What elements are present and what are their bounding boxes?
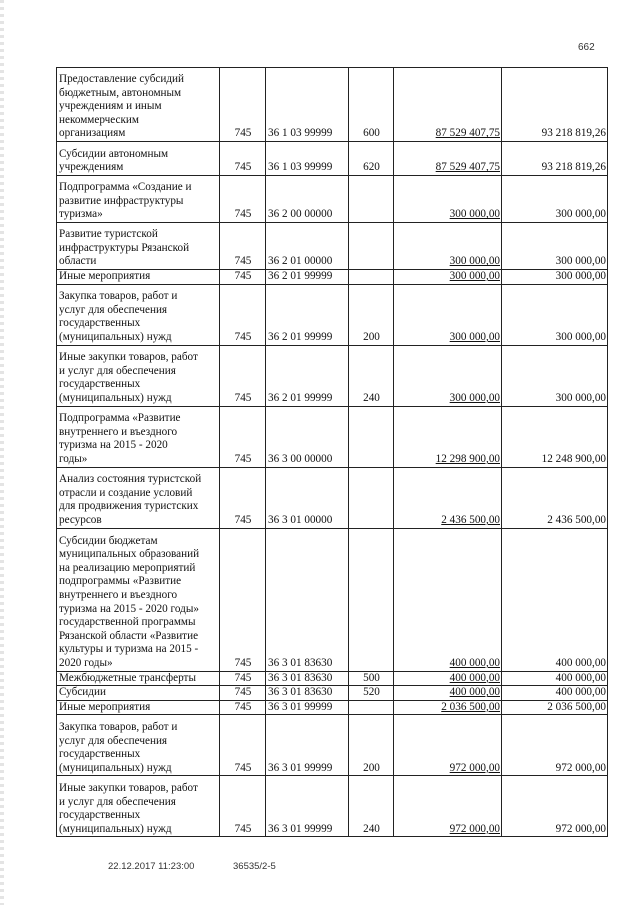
cell-sum-2018: 2 036 500,00	[394, 700, 502, 715]
cell-csr: 36 2 01 99999	[266, 270, 349, 285]
cell-ved: 745	[220, 406, 266, 467]
cell-vr: 520	[349, 686, 394, 701]
cell-ved: 745	[220, 176, 266, 223]
cell-csr: 36 2 01 99999	[266, 284, 349, 345]
cell-vr: 200	[349, 715, 394, 776]
cell-sum-2019: 972 000,00	[502, 715, 608, 776]
cell-name: Развитие туристской инфраструктуры Рязанской области	[57, 223, 220, 270]
cell-csr: 36 3 01 99999	[266, 700, 349, 715]
cell-ved: 745	[220, 223, 266, 270]
cell-vr	[349, 270, 394, 285]
cell-name: Субсидии	[57, 686, 220, 701]
cell-sum-2019: 300 000,00	[502, 284, 608, 345]
cell-name: Иные мероприятия	[57, 270, 220, 285]
cell-ved: 745	[220, 142, 266, 176]
table-row	[57, 715, 608, 776]
cell-sum-2018: 400 000,00	[394, 686, 502, 701]
cell-ved: 745	[220, 284, 266, 345]
cell-name: Иные закупки товаров, работ и услуг для обеспечения государственных (муниципальных) нужд	[57, 345, 220, 406]
cell-csr: 36 3 01 00000	[266, 467, 349, 528]
table-row	[57, 528, 608, 671]
table-row	[57, 270, 608, 285]
cell-sum-2019: 300 000,00	[502, 223, 608, 270]
table-row	[57, 406, 608, 467]
table-row	[57, 776, 608, 837]
cell-name: Субсидии бюджетам муниципальных образований на реализацию мероприятий подпрограммы «Развитие внутреннего и въездного туризма на 2015 - 2020 годы» государственной программы Рязанской области «Развитие культуры и туризма на 2015 - 2020 годы»	[57, 528, 220, 671]
cell-name: Межбюджетные трансферты	[57, 671, 220, 686]
cell-vr	[349, 467, 394, 528]
cell-sum-2018: 300 000,00	[394, 270, 502, 285]
cell-sum-2018: 300 000,00	[394, 284, 502, 345]
cell-name: Закупка товаров, работ и услуг для обеспечения государственных (муниципальных) нужд	[57, 284, 220, 345]
cell-vr: 500	[349, 671, 394, 686]
cell-name: Иные закупки товаров, работ и услуг для обеспечения государственных (муниципальных) нужд	[57, 776, 220, 837]
cell-ved: 745	[220, 528, 266, 671]
cell-name: Субсидии автономным учреждениям	[57, 142, 220, 176]
cell-vr: 240	[349, 776, 394, 837]
cell-name: Подпрограмма «Создание и развитие инфраструктуры туризма»	[57, 176, 220, 223]
cell-csr: 36 1 03 99999	[266, 68, 349, 142]
table-row	[57, 467, 608, 528]
cell-csr: 36 3 00 00000	[266, 406, 349, 467]
table-row	[57, 671, 608, 686]
table-row	[57, 142, 608, 176]
cell-csr: 36 2 01 00000	[266, 223, 349, 270]
table-row	[57, 284, 608, 345]
cell-sum-2018: 300 000,00	[394, 223, 502, 270]
cell-csr: 36 3 01 99999	[266, 715, 349, 776]
cell-sum-2019: 400 000,00	[502, 686, 608, 701]
cell-sum-2019: 972 000,00	[502, 776, 608, 837]
table-row	[57, 176, 608, 223]
cell-ved: 745	[220, 776, 266, 837]
cell-sum-2019: 400 000,00	[502, 671, 608, 686]
cell-csr: 36 1 03 99999	[266, 142, 349, 176]
cell-ved: 745	[220, 467, 266, 528]
cell-sum-2019: 400 000,00	[502, 528, 608, 671]
cell-sum-2019: 300 000,00	[502, 345, 608, 406]
cell-name: Анализ состояния туристской отрасли и создание условий для продвижения туристских ресурсов	[57, 467, 220, 528]
budget-table-body	[57, 68, 608, 837]
cell-name: Закупка товаров, работ и услуг для обеспечения государственных (муниципальных) нужд	[57, 715, 220, 776]
cell-sum-2018: 87 529 407,75	[394, 68, 502, 142]
cell-csr: 36 3 01 83630	[266, 671, 349, 686]
cell-vr	[349, 700, 394, 715]
cell-vr	[349, 223, 394, 270]
cell-name: Иные мероприятия	[57, 700, 220, 715]
cell-csr: 36 3 01 99999	[266, 776, 349, 837]
cell-ved: 745	[220, 270, 266, 285]
cell-sum-2019: 93 218 819,26	[502, 68, 608, 142]
cell-csr: 36 2 00 00000	[266, 176, 349, 223]
cell-sum-2019: 300 000,00	[502, 176, 608, 223]
cell-sum-2018: 12 298 900,00	[394, 406, 502, 467]
cell-csr: 36 3 01 83630	[266, 686, 349, 701]
cell-csr: 36 2 01 99999	[266, 345, 349, 406]
cell-sum-2019: 2 036 500,00	[502, 700, 608, 715]
cell-sum-2019: 2 436 500,00	[502, 467, 608, 528]
footer-document-code: 36535/2-5	[233, 861, 276, 872]
cell-vr: 600	[349, 68, 394, 142]
cell-sum-2018: 972 000,00	[394, 776, 502, 837]
cell-ved: 745	[220, 68, 266, 142]
cell-vr: 240	[349, 345, 394, 406]
cell-sum-2018: 400 000,00	[394, 528, 502, 671]
page-number: 662	[578, 42, 595, 53]
cell-ved: 745	[220, 671, 266, 686]
cell-vr: 620	[349, 142, 394, 176]
cell-sum-2018: 87 529 407,75	[394, 142, 502, 176]
cell-sum-2019: 300 000,00	[502, 270, 608, 285]
table-row	[57, 68, 608, 142]
budget-table	[56, 67, 608, 837]
cell-sum-2018: 300 000,00	[394, 176, 502, 223]
cell-csr: 36 3 01 83630	[266, 528, 349, 671]
table-row	[57, 686, 608, 701]
cell-name: Предоставление субсидий бюджетным, автономным учреждениям и иным некоммерческим организациям	[57, 68, 220, 142]
cell-vr	[349, 406, 394, 467]
footer-timestamp: 22.12.2017 11:23:00	[108, 861, 195, 872]
cell-vr	[349, 528, 394, 671]
cell-sum-2018: 400 000,00	[394, 671, 502, 686]
cell-sum-2019: 93 218 819,26	[502, 142, 608, 176]
cell-vr: 200	[349, 284, 394, 345]
table-row	[57, 223, 608, 270]
cell-vr	[349, 176, 394, 223]
cell-ved: 745	[220, 700, 266, 715]
cell-ved: 745	[220, 715, 266, 776]
cell-sum-2019: 12 248 900,00	[502, 406, 608, 467]
cell-sum-2018: 972 000,00	[394, 715, 502, 776]
cell-ved: 745	[220, 345, 266, 406]
cell-sum-2018: 300 000,00	[394, 345, 502, 406]
table-row	[57, 700, 608, 715]
cell-ved: 745	[220, 686, 266, 701]
scan-edge	[0, 0, 4, 905]
cell-sum-2018: 2 436 500,00	[394, 467, 502, 528]
cell-name: Подпрограмма «Развитие внутреннего и въездного туризма на 2015 - 2020 годы»	[57, 406, 220, 467]
table-row	[57, 345, 608, 406]
